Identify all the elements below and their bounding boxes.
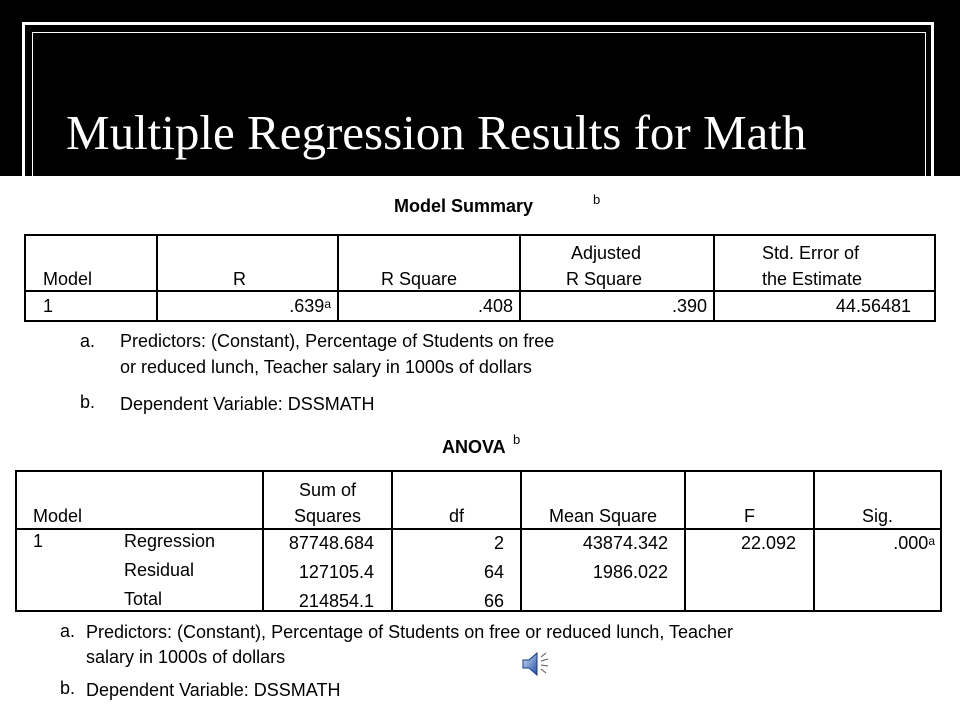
model-summary-footnote-b-mark: b.: [80, 392, 96, 412]
model-summary-footnote-a-line1: Predictors: (Constant), Percentage of Students on free: [120, 331, 555, 351]
model-summary-footnote-b-line1: Dependent Variable: DSSMATH: [120, 394, 375, 414]
anova-header-ss-line1: Sum of: [298, 480, 357, 500]
anova-row-label: Total: [124, 589, 163, 609]
anova-footnote-a-mark: a.: [60, 621, 76, 641]
header-model: Model: [43, 269, 93, 289]
anova-cell-ms: 43874.342: [582, 533, 668, 553]
anova-footnote-a-line2: salary in 1000s of dollars: [86, 647, 286, 667]
cell-adj-r-square: .390: [671, 296, 707, 316]
model-summary-title-footnote-mark: b: [593, 192, 601, 207]
cell-r-square: .408: [477, 296, 513, 316]
anova-footnote-a-line1: Predictors: (Constant), Percentage of Students on free or reduced lunch, Teacher: [86, 622, 734, 642]
cell-model: 1: [43, 296, 54, 316]
header-std-error-line1: Std. Error of: [762, 243, 860, 263]
anova-cell-df: 66: [483, 591, 504, 611]
model-summary-footnote-a-mark: a.: [80, 331, 96, 351]
anova-header-model: Model: [33, 506, 83, 526]
anova-row-label: Residual: [124, 560, 195, 580]
anova-cell-ss: 87748.684: [288, 533, 374, 553]
anova-cell-sig: .000$^a$: [893, 533, 935, 553]
header-adjusted-line1: Adjusted: [571, 243, 642, 263]
anova-header-ss-line2: Squares: [293, 506, 362, 526]
header-r: R: [233, 269, 246, 289]
anova-header-sig: Sig.: [861, 506, 894, 526]
header-r-square: R Square: [381, 269, 458, 289]
anova-cell-df: 64: [483, 562, 504, 582]
anova-cell-df: 2: [493, 533, 504, 553]
cell-r: .639$^a$: [289, 296, 331, 316]
anova-footnote-b-mark: b.: [60, 678, 76, 698]
anova-header-mean-square: Mean Square: [548, 506, 658, 526]
anova-table: [15, 470, 942, 612]
anova-model-number: 1: [33, 531, 44, 551]
anova-cell-ms: 1986.022: [592, 562, 668, 582]
anova-footnote-b-line1: Dependent Variable: DSSMATH: [86, 680, 341, 700]
anova-cell-ss: 214854.1: [298, 591, 374, 611]
header-adjusted-line2: R Square: [566, 269, 643, 289]
model-summary-title: Model Summary: [394, 196, 534, 216]
anova-title-footnote-mark: b: [513, 432, 521, 447]
anova-cell-f: 22.092: [740, 533, 796, 553]
anova-title: ANOVA: [442, 437, 506, 457]
header-std-error-line2: the Estimate: [762, 269, 863, 289]
anova-header-f: F: [744, 506, 755, 526]
speaker-icon[interactable]: [520, 648, 552, 680]
cell-std-error: 44.56481: [835, 296, 911, 316]
model-summary-table: [24, 234, 936, 322]
anova-cell-ss: 127105.4: [298, 562, 374, 582]
slide-title: Multiple Regression Results for Math: [66, 105, 807, 160]
anova-header-df: df: [448, 506, 464, 526]
model-summary-footnote-a-line2: or reduced lunch, Teacher salary in 1000s of dollars: [120, 357, 532, 377]
anova-row-label: Regression: [124, 531, 216, 551]
